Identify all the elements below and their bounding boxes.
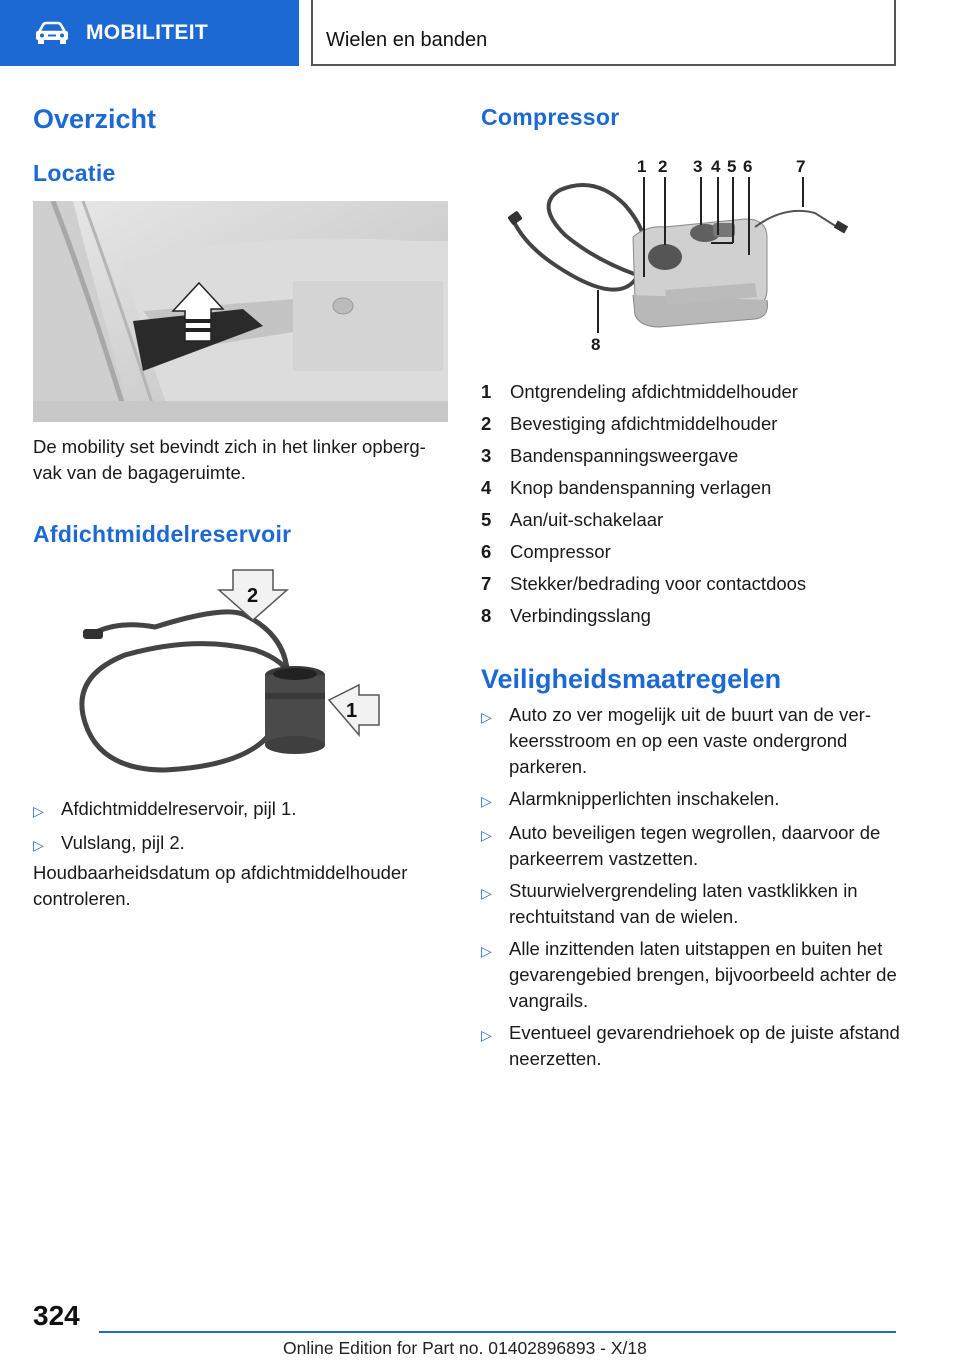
list-item — [481, 820, 901, 872]
callout-label: 6 — [743, 157, 753, 176]
callout-label: 3 — [693, 157, 703, 176]
list-item-text: Auto beveiligen tegen wegrollen, daarvoor de parkeerrem vastzetten. — [509, 822, 881, 869]
triangle-bullet-icon: ▷ — [481, 709, 492, 725]
legend-number: 2 — [481, 413, 492, 434]
triangle-bullet-icon: ▷ — [481, 793, 492, 809]
legend-text: Verbindingsslang — [510, 605, 651, 626]
callout-label: 5 — [727, 157, 737, 176]
legend-number: 3 — [481, 445, 492, 466]
list-item-text: Vulslang, pijl 2. — [61, 832, 185, 853]
legend-number: 6 — [481, 541, 492, 562]
legend-item — [481, 536, 901, 568]
triangle-bullet-icon: ▷ — [481, 943, 492, 959]
edition-info: Online Edition for Part no. 01402896893 - X/18 — [283, 1338, 647, 1358]
reservoir-bullet-list — [33, 796, 448, 858]
arrow-label: 1 — [346, 700, 358, 722]
legend-text: Stekker/bedrading voor contactdoos — [510, 573, 807, 594]
car-icon — [34, 21, 70, 45]
callout-label: 2 — [658, 157, 668, 176]
list-item-text: Alle inzittenden laten uitstappen en buiten het gevarengebied brengen, bijvoorbeeld achter de vangrails. — [509, 938, 897, 1011]
page-title: Overzicht — [33, 104, 157, 134]
callout-label: 7 — [796, 157, 806, 176]
legend-item — [481, 408, 901, 440]
arrow-label: 2 — [247, 585, 259, 607]
legend-item — [481, 504, 901, 536]
section-label: MOBILITEIT — [86, 21, 208, 44]
triangle-bullet-icon: ▷ — [481, 885, 492, 901]
list-item — [33, 796, 448, 824]
safety-heading: Veiligheidsmaatregelen — [481, 664, 782, 694]
list-item — [481, 786, 901, 814]
legend-item — [481, 568, 901, 600]
location-heading: Locatie — [33, 160, 116, 186]
legend-item — [481, 600, 901, 632]
legend-item — [481, 376, 901, 408]
list-item-text: Eventueel gevarendriehoek op de juiste afstand neerzetten. — [509, 1022, 900, 1069]
legend-number: 5 — [481, 509, 492, 530]
legend-text: Aan/uit-schakelaar — [510, 509, 664, 530]
legend-text: Knop bandenspanning verlagen — [510, 477, 772, 498]
page-number: 324 — [33, 1300, 80, 1331]
list-item — [481, 1020, 901, 1072]
legend-item — [481, 440, 901, 472]
list-item-text: Auto zo ver mogelijk uit de buurt van de verkeersstroom en op een vaste ondergrond parkeren. — [509, 704, 871, 777]
list-item — [33, 830, 448, 858]
list-item-text: Alarmknipperlichten inschakelen. — [509, 788, 780, 809]
legend-number: 4 — [481, 477, 492, 498]
list-item — [481, 878, 901, 930]
compressor-legend — [481, 376, 901, 632]
compressor-illustration — [505, 155, 855, 360]
location-text: De mobility set bevindt zich in het linker opbergvak van de bagageruimte. — [33, 436, 426, 483]
list-item-text: Afdichtmiddelreservoir, pijl 1. — [61, 798, 297, 819]
header-divider — [311, 0, 313, 66]
callout-label: 8 — [591, 335, 601, 354]
legend-text: Bandenspanningsweergave — [510, 445, 739, 466]
header-divider — [894, 0, 896, 66]
triangle-bullet-icon: ▷ — [481, 1027, 492, 1043]
footer-divider — [99, 1331, 896, 1333]
reservoir-heading: Afdichtmiddelreservoir — [33, 521, 292, 547]
callout-label: 1 — [637, 157, 647, 176]
reservoir-illustration — [75, 565, 395, 780]
chapter-title: Wielen en banden — [326, 29, 488, 51]
legend-text: Compressor — [510, 541, 611, 562]
legend-number: 7 — [481, 573, 492, 594]
triangle-bullet-icon: ▷ — [33, 837, 44, 853]
header-divider — [311, 64, 896, 66]
legend-number: 1 — [481, 381, 492, 402]
triangle-bullet-icon: ▷ — [481, 827, 492, 843]
legend-item — [481, 472, 901, 504]
legend-number: 8 — [481, 605, 492, 626]
triangle-bullet-icon: ▷ — [33, 803, 44, 819]
legend-text: Ontgrendeling afdichtmiddelhouder — [510, 381, 798, 402]
trunk-location-photo — [33, 201, 448, 422]
list-item-text: Stuurwielvergrendeling laten vastklikken in rechtuitstand van de wielen. — [509, 880, 858, 927]
section-tab[interactable] — [0, 0, 299, 66]
callout-label: 4 — [711, 157, 721, 176]
list-item — [481, 702, 901, 780]
safety-bullet-list — [481, 702, 901, 1072]
list-item — [481, 936, 901, 1014]
legend-text: Bevestiging afdichtmiddelhouder — [510, 413, 778, 434]
compressor-heading: Compressor — [481, 104, 620, 130]
reservoir-note: Houdbaarheidsdatum op afdichtmiddelhouder controleren. — [33, 862, 408, 909]
